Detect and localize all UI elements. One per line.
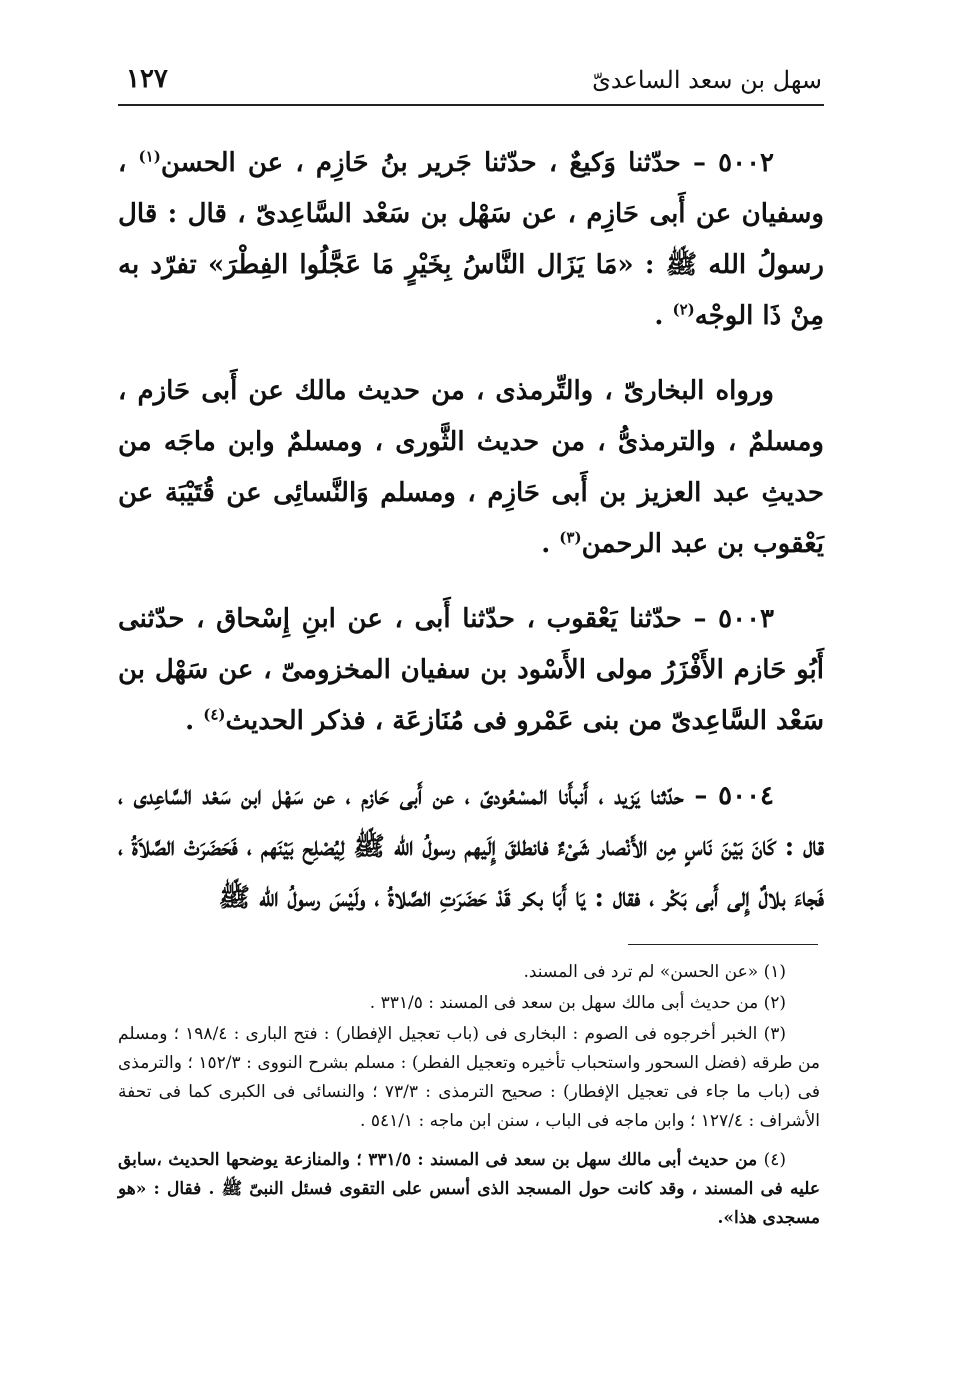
footnote-text: «عن الحسن» لم ترد فى المسند.	[523, 962, 764, 982]
hadith-5003	[118, 594, 824, 747]
footnote-ref-4[interactable]: (٤)	[203, 705, 226, 724]
footnote-text: من حديث أبى مالك سهل بن سعد فى المسند : ٣٣١/٥ .	[369, 993, 764, 1013]
footnote-marker: (١)	[763, 962, 786, 982]
footnotes	[118, 958, 820, 1239]
running-header	[118, 62, 822, 102]
hadith-5004	[118, 771, 824, 924]
riwayah-paragraph	[118, 366, 824, 570]
hadith-number: ٥٠٠٣	[718, 604, 774, 634]
footnote-2	[118, 989, 820, 1018]
footnote-rule	[628, 944, 818, 945]
footnote-text: الخبر أخرجوه فى الصوم : البخارى فى (باب تعجيل الإفطار) : فتح البارى : ١٩٨/٤ ؛ ومسلم من طرقه (فضل السحور واستحباب تأخيره وتعجيل الفطر) : مسلم بشرح النووى : ١٥٢/٣ ؛ والترمذى فى (باب ما جاء فى تعجيل الإفطار) : صحيح الترمذى : ٧٣/٣ ؛ والنسائى فى الكبرى كما فى تحفة الأشراف : ١٢٧/٤ ؛ وابن ماجه فى الباب ، سنن ابن ماجه : ٥٤١/١ .	[118, 1024, 821, 1131]
footnote-marker: (٣)	[763, 1024, 786, 1044]
hadith-text: .	[654, 301, 673, 331]
footnote-3	[118, 1020, 820, 1136]
hadith-text: – حدّثنا يَزيد ، أَنبأَنا المسْعُودىّ ، عن أَبى حَازم ، عن سَهْل ابن سَعْد السَّاعِدى ، قال : كَانَ بَيْنَ نَاسٍ مِن الأَنْصار شَىْءٌ فانطلقَ إِلَيهم رسولُ الله ﷺ لِيُصْلِح بَيْنَهم ، فَحَضَرَتْ الصَّلاَةُ ، فَجاءَ بلالٌ إِلى أَبى بَكْر ، فقال : يَا أَبَا بكر قَدْ حَضَرَتِ الصَّلاةُ ، ولَيْسَ رسولُ الله ﷺ	[118, 781, 824, 913]
paragraph-text: .	[541, 529, 560, 559]
footnote-ref-3[interactable]: (٣)	[559, 528, 582, 547]
footnote-ref-1[interactable]: (١)	[138, 147, 161, 166]
hadith-text: .	[185, 706, 204, 736]
footnote-ref-2[interactable]: (٢)	[672, 300, 695, 319]
footnote-marker: (٢)	[763, 993, 786, 1013]
page-number: ١٢٧	[126, 64, 168, 94]
hadith-text: – حدّثنا يَعْقوب ، حدّثنا أَبى ، عن ابنِ إِسْحاق ، حدّثنى أَبُو حَازم الأَفْزَرُ مولى الأَسْود بن سفيان المخزومىّ ، عن سَهْل بن سَعْد السَّاعِدىّ من بنى عَمْرو فى مُنَازعَة ، فذكر الحديث	[118, 604, 824, 736]
hadith-text: ، وسفيان عن أَبى حَازِم ، عن سَهْل بن سَعْد السَّاعِدىّ ، قال : قال رسولُ الله ﷺ : «مَا يَزَال النَّاسُ بِخَيْرٍ مَا عَجَّلُوا الفِطْرَ» تفرّد به مِنْ ذَا الوجْه	[118, 148, 824, 331]
hadith-number: ٥٠٠٤	[718, 781, 774, 811]
main-text	[118, 138, 824, 948]
header-rule	[118, 104, 824, 106]
running-title: سهل بن سعد الساعدىّ	[592, 66, 822, 94]
footnote-text: من حديث أبى مالك سهل بن سعد فى المسند : ٣٣١/٥ ؛ والمنازعة يوضحها الحديث ،سابق عليه فى المسند ، وقد كانت حول المسجد الذى أسس على التقوى فسئل النبىّ ﷺ . فقال : «هو مسجدى هذا».	[118, 1150, 820, 1228]
hadith-5002	[118, 138, 824, 342]
paragraph-text: ورواه البخارىّ ، والتِّرمذى ، من حديث مالك عن أَبى حَازم ، ومسلمٌ ، والترمذىُّ ، من حديث الثَّورى ، ومسلمٌ وابن ماجَه من حديثِ عبد العزيز بن أَبى حَازِم ، ومسلم وَالنَّسائِى عن قُتَيْبَة عن يَعْقوب بن عبد الرحمن	[118, 376, 824, 559]
footnote-1	[118, 958, 820, 987]
hadith-text: – حدّثنا وَكيعٌ ، حدّثنا جَرير بنُ حَازِم ، عن الحسن	[160, 148, 719, 178]
hadith-number: ٥٠٠٢	[718, 148, 774, 178]
footnote-marker: (٤)	[763, 1150, 786, 1170]
footnote-4	[118, 1146, 820, 1233]
